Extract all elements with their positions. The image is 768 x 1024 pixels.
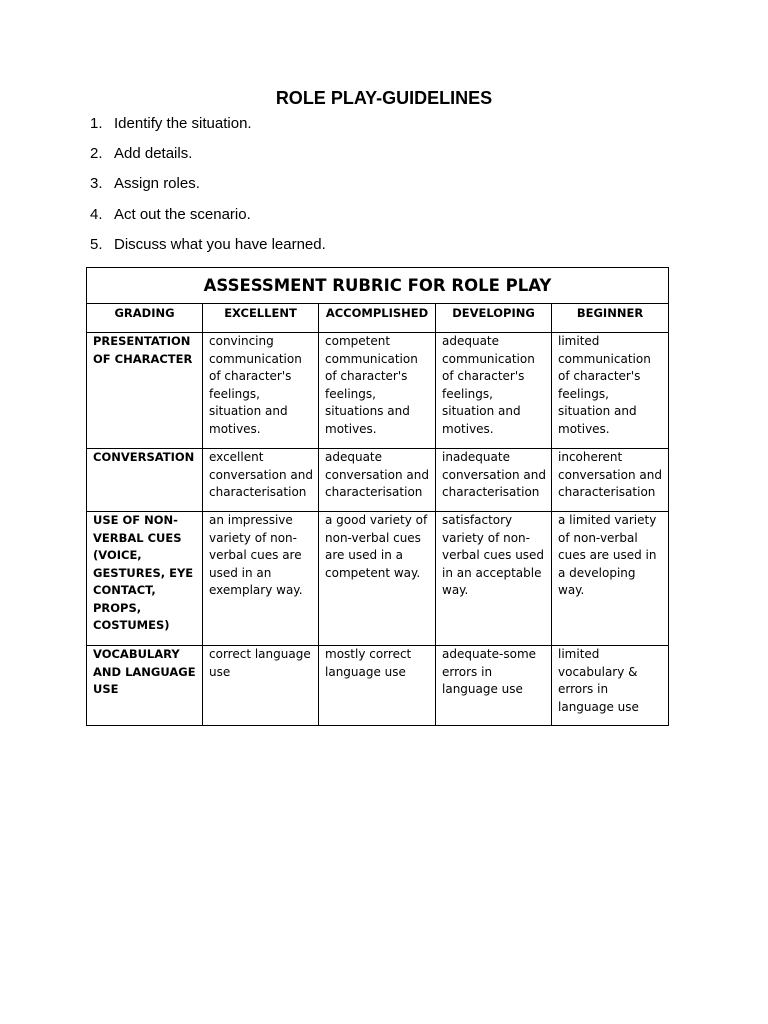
guidelines-list bbox=[90, 114, 326, 265]
rubric-title-row bbox=[87, 268, 669, 304]
guideline-number: 2. bbox=[90, 145, 103, 163]
criterion-cell: CONVERSATION bbox=[87, 449, 203, 512]
descriptor-cell: convincing communication of character's feelings, situation and motives. bbox=[203, 333, 319, 449]
descriptor-cell: mostly correct language use bbox=[319, 646, 436, 726]
descriptor-cell: competent communication of character's feelings, situations and motives. bbox=[319, 333, 436, 449]
descriptor-cell: a good variety of non-verbal cues are used in a competent way. bbox=[319, 512, 436, 646]
rubric-table bbox=[86, 267, 669, 726]
rubric-title: ASSESSMENT RUBRIC FOR ROLE PLAY bbox=[87, 268, 669, 304]
descriptor-cell: limited communication of character's feelings, situation and motives. bbox=[552, 333, 669, 449]
guideline-item bbox=[90, 114, 326, 144]
guideline-number: 1. bbox=[90, 115, 103, 132]
guideline-text: Discuss what you have learned. bbox=[114, 235, 326, 253]
criterion-cell: VOCABULARY AND LANGUAGE USE bbox=[87, 646, 203, 726]
descriptor-cell: a limited variety of non-verbal cues are used in a developing way. bbox=[552, 512, 669, 646]
descriptor-cell: adequate-some errors in language use bbox=[436, 646, 552, 726]
page-title: ROLE PLAY-GUIDELINES bbox=[275, 88, 493, 108]
header-beginner: BEGINNER bbox=[552, 304, 669, 333]
descriptor-cell: inadequate conversation and characterisation bbox=[436, 449, 552, 512]
descriptor-cell: adequate communication of character's feelings, situation and motives. bbox=[436, 333, 552, 449]
guideline-text: Act out the scenario. bbox=[114, 205, 251, 223]
header-developing: DEVELOPING bbox=[436, 304, 552, 333]
guideline-number: 5. bbox=[90, 235, 103, 253]
header-grading: GRADING bbox=[87, 304, 203, 333]
descriptor-cell: satisfactory variety of non-verbal cues used in an acceptable way. bbox=[436, 512, 552, 646]
guideline-number: 3. bbox=[90, 175, 103, 193]
guideline-item bbox=[90, 174, 326, 204]
guideline-item bbox=[90, 235, 326, 265]
descriptor-cell: excellent conversation and characterisation bbox=[203, 449, 319, 512]
header-accomplished: ACCOMPLISHED bbox=[319, 304, 436, 333]
table-row bbox=[87, 512, 669, 646]
descriptor-cell: incoherent conversation and characterisation bbox=[552, 449, 669, 512]
descriptor-cell: limited vocabulary & errors in language use bbox=[552, 646, 669, 726]
descriptor-cell: an impressive variety of non-verbal cues are used in an exemplary way. bbox=[203, 512, 319, 646]
guideline-item bbox=[90, 205, 326, 235]
guideline-text: Add details. bbox=[114, 145, 193, 163]
table-row bbox=[87, 333, 669, 449]
descriptor-cell: correct language use bbox=[203, 646, 319, 726]
guideline-number: 4. bbox=[90, 205, 103, 223]
criterion-cell: PRESENTATION OF CHARACTER bbox=[87, 333, 203, 449]
guideline-item bbox=[90, 144, 326, 174]
rubric-header-row bbox=[87, 304, 669, 333]
header-excellent: EXCELLENT bbox=[203, 304, 319, 333]
guideline-text: Identify the situation. bbox=[114, 115, 252, 132]
table-row bbox=[87, 646, 669, 726]
criterion-cell: USE OF NON-VERBAL CUES (VOICE, GESTURES, EYE CONTACT, PROPS, COSTUMES) bbox=[87, 512, 203, 646]
descriptor-cell: adequate conversation and characterisation bbox=[319, 449, 436, 512]
guideline-text: Assign roles. bbox=[114, 175, 200, 193]
table-row bbox=[87, 449, 669, 512]
